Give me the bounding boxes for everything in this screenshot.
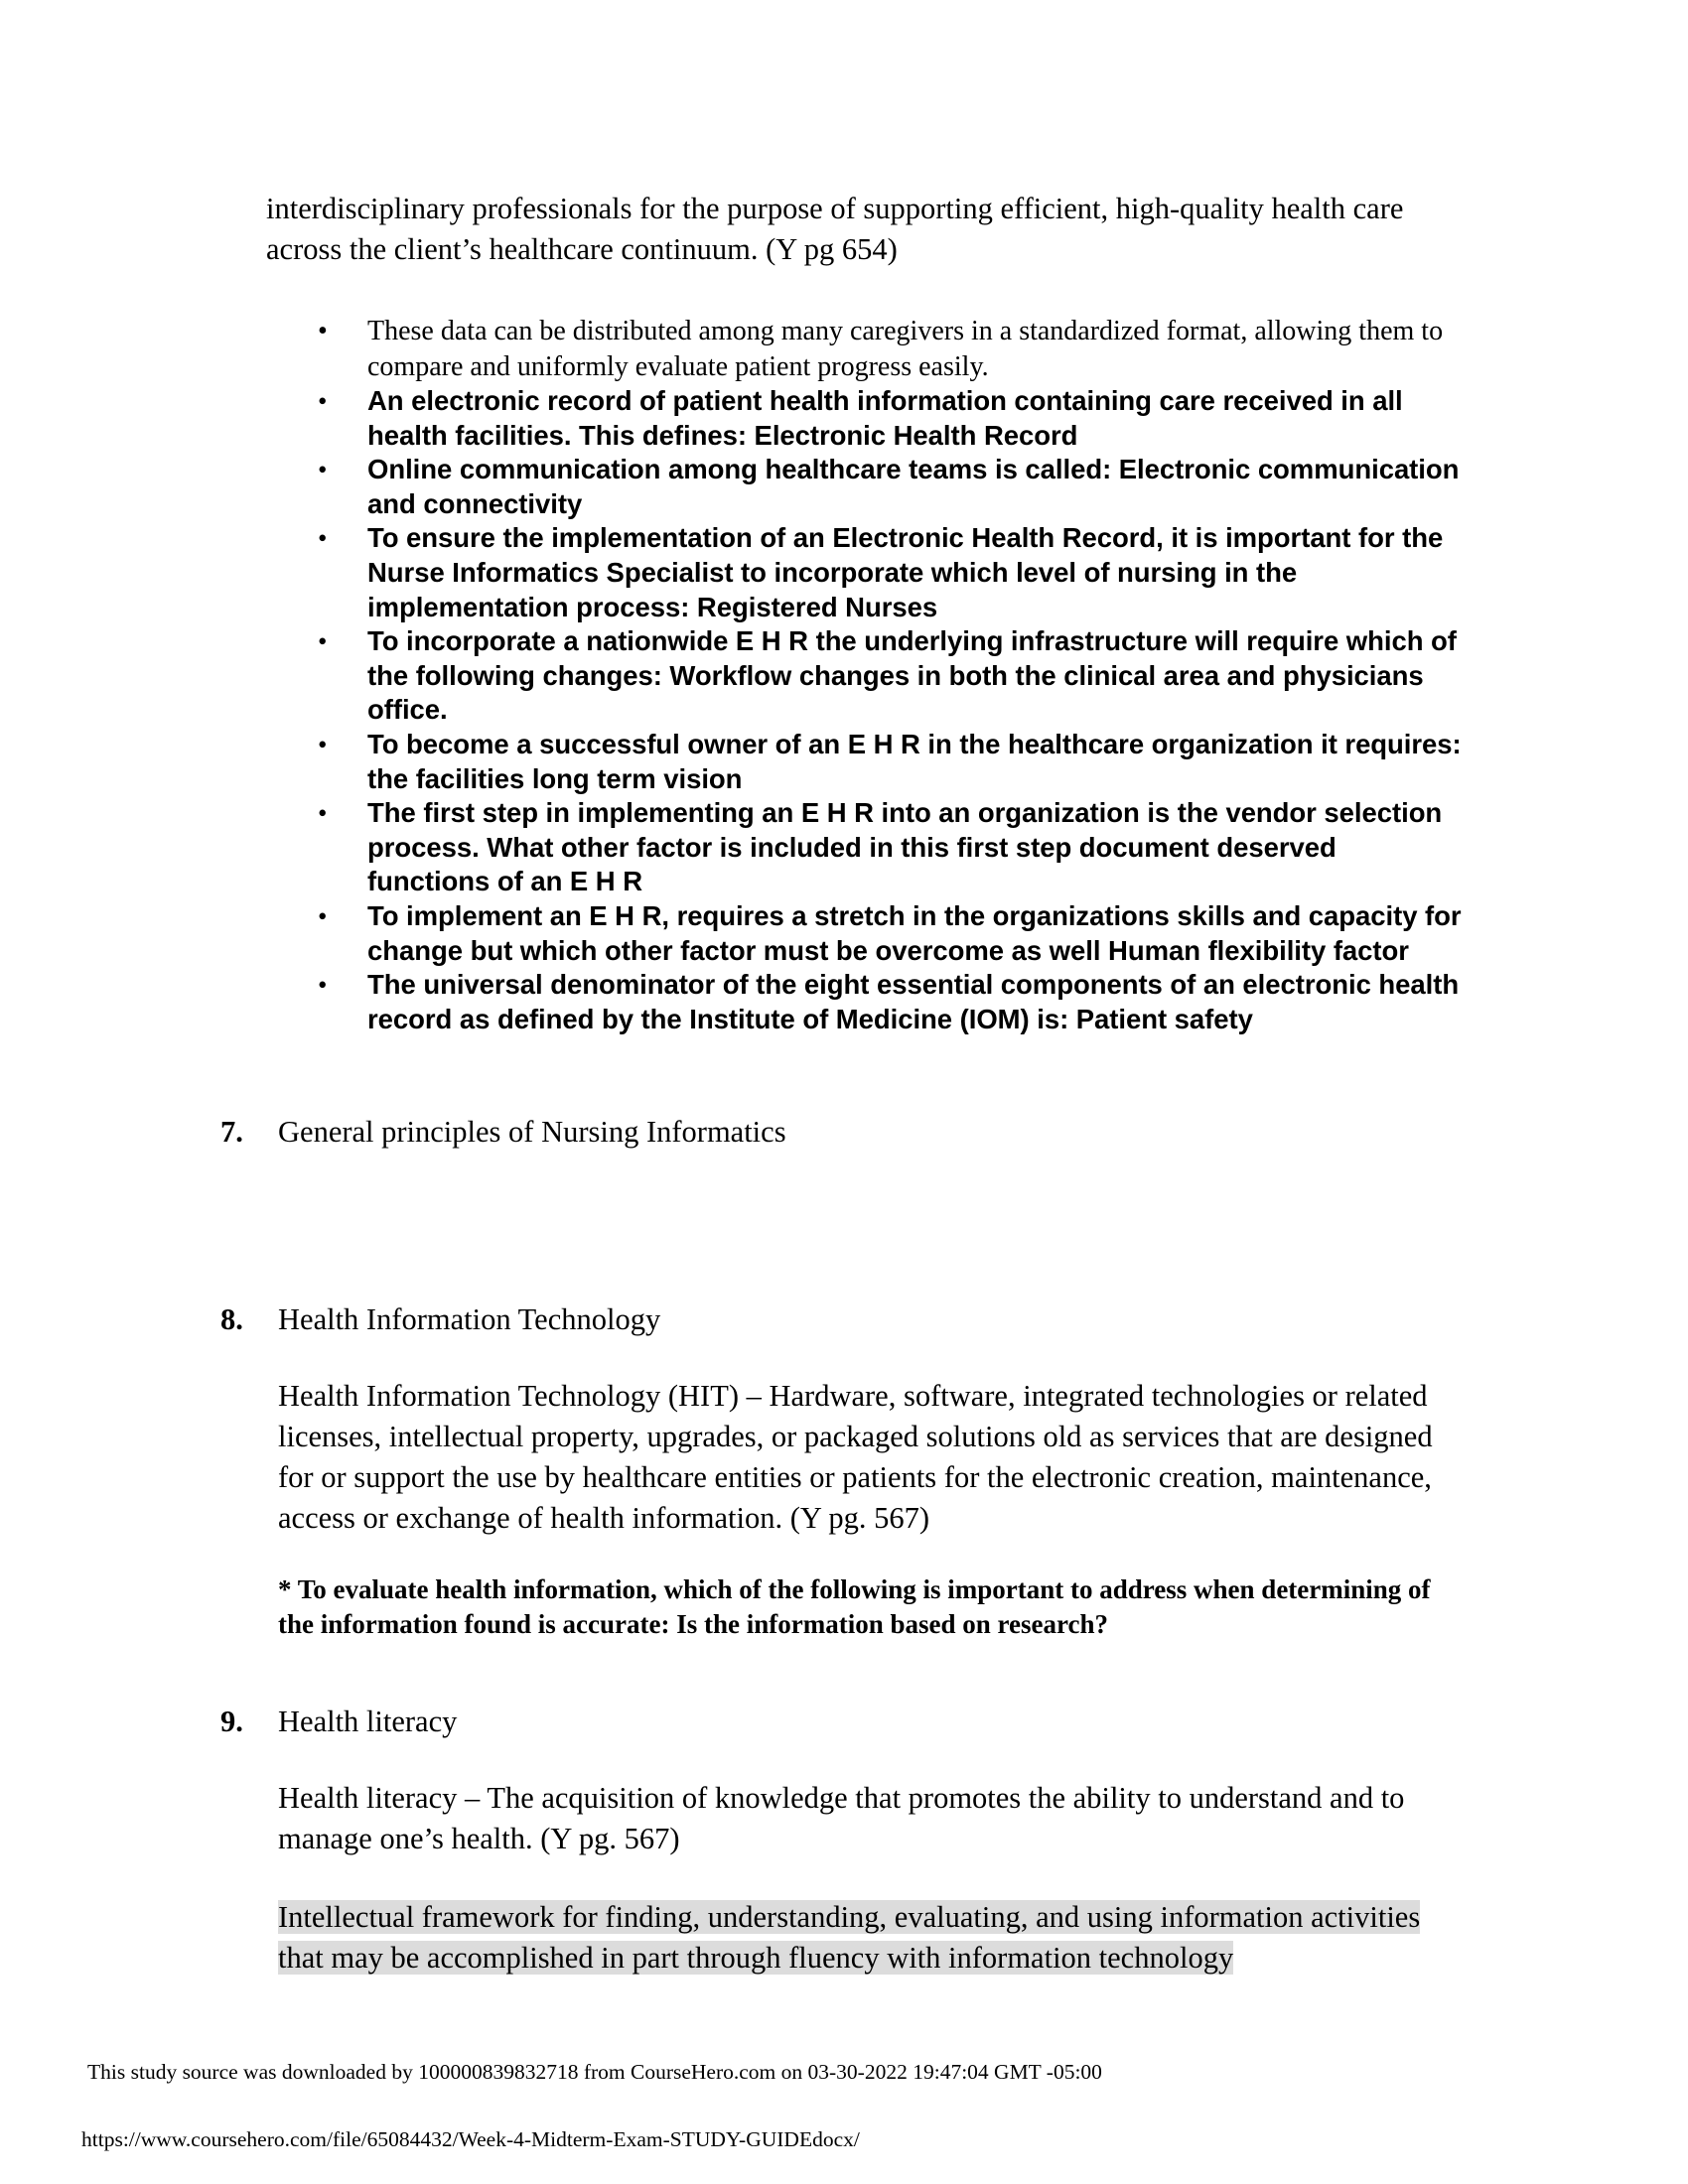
list-item: [318, 314, 1463, 384]
bullet-point-icon: •: [318, 626, 328, 657]
list-item: [318, 968, 1463, 1036]
list-item-text: Online communication among healthcare teams is called: Electronic communication and connectivity: [367, 454, 1460, 519]
section-heading: Health literacy: [278, 1705, 458, 1739]
bullet-point-icon: •: [318, 386, 328, 416]
bullet-point-icon: •: [318, 970, 328, 1001]
bullet-point-icon: •: [318, 900, 328, 931]
list-item-text: The universal denominator of the eight essential components of an electronic health record as defined by the Institute of Medicine (IOM) is: Patient safety: [367, 969, 1460, 1034]
list-item: [318, 521, 1463, 624]
list-item-text: To become a successful owner of an E H R in the healthcare organization it requires: the facilities long term vision: [367, 728, 1462, 794]
highlighted-paragraph: [278, 1897, 1463, 1979]
footer-download-notice: This study source was downloaded by 100000839832718 from CourseHero.com on 03-30-2022 19:47:04 GMT -05:00: [87, 2060, 1102, 2084]
list-item-text: An electronic record of patient health information containing care received in all health facilities. This defines: Electronic Health Record: [367, 385, 1403, 451]
section-note-paragraph: * To evaluate health information, which of the following is important to address when determining of the information found is accurate: Is the information based on research?: [278, 1574, 1431, 1640]
section-item-9: [220, 1702, 1463, 1979]
list-item: [318, 624, 1463, 728]
section-item-8: [220, 1299, 1463, 1642]
list-item: [318, 728, 1463, 796]
bullet-point-icon: •: [318, 455, 328, 485]
list-item: [318, 796, 1463, 899]
section-heading: Health Information Technology: [278, 1302, 661, 1337]
list-item-text: To implement an E H R, requires a stretch in the organizations skills and capacity for change but which other factor must be overcome as well Human flexibility factor: [367, 899, 1462, 966]
list-item: [318, 899, 1463, 968]
section-number: 8.: [220, 1302, 243, 1337]
section-body-paragraph: Health Information Technology (HIT) – Hardware, software, integrated technologies or related licenses, intellectual property, upgrades, or packaged solutions old as services that are designed for or support the use by healthcare entities or patients for the electronic creation, maintenance, access or exchange of health information. (Y pg. 567): [278, 1379, 1433, 1536]
section-item-7: [220, 1112, 1463, 1153]
intro-paragraph: interdisciplinary professionals for the purpose of supporting efficient, high-quality health care across the client’s healthcare continuum. (Y pg 654): [266, 192, 1404, 266]
bullet-point-icon: •: [318, 523, 328, 554]
list-item: [318, 384, 1463, 453]
list-item-text: These data can be distributed among many caregivers in a standardized format, allowing them to compare and uniformly evaluate patient progress easily.: [367, 316, 1444, 382]
numbered-section-list: [220, 1112, 1463, 1979]
list-item-text: To incorporate a nationwide E H R the underlying infrastructure will require which of the following changes: Workflow changes in both the clinical area and physicians office.: [367, 625, 1457, 726]
bullet-list: [266, 314, 1463, 1036]
list-item: [318, 453, 1463, 521]
bullet-point-icon: •: [318, 729, 328, 759]
highlighted-text: Intellectual framework for finding, understanding, evaluating, and using information activities that may be accomplished in part through fluency with information technology: [278, 1900, 1421, 1976]
section-number: 9.: [220, 1705, 243, 1739]
section-number: 7.: [220, 1115, 243, 1150]
list-item-text: The first step in implementing an E H R into an organization is the vendor selection process. What other factor is included in this first step document deserved functions of an E H R: [367, 797, 1443, 897]
list-item-text: To ensure the implementation of an Electronic Health Record, it is important for the Nurse Informatics Specialist to incorporate which level of nursing in the implementation process: Registered Nurses: [367, 522, 1444, 622]
document-content: [220, 189, 1463, 2009]
bullet-point-icon: •: [318, 316, 328, 346]
section-heading: General principles of Nursing Informatics: [278, 1115, 786, 1150]
footer-source-url: https://www.coursehero.com/file/65084432/Week-4-Midterm-Exam-STUDY-GUIDEdocx/: [81, 2127, 860, 2151]
bullet-point-icon: •: [318, 798, 328, 829]
section-body-paragraph: Health literacy – The acquisition of knowledge that promotes the ability to understand and to manage one’s health. (Y pg. 567): [278, 1781, 1405, 1856]
